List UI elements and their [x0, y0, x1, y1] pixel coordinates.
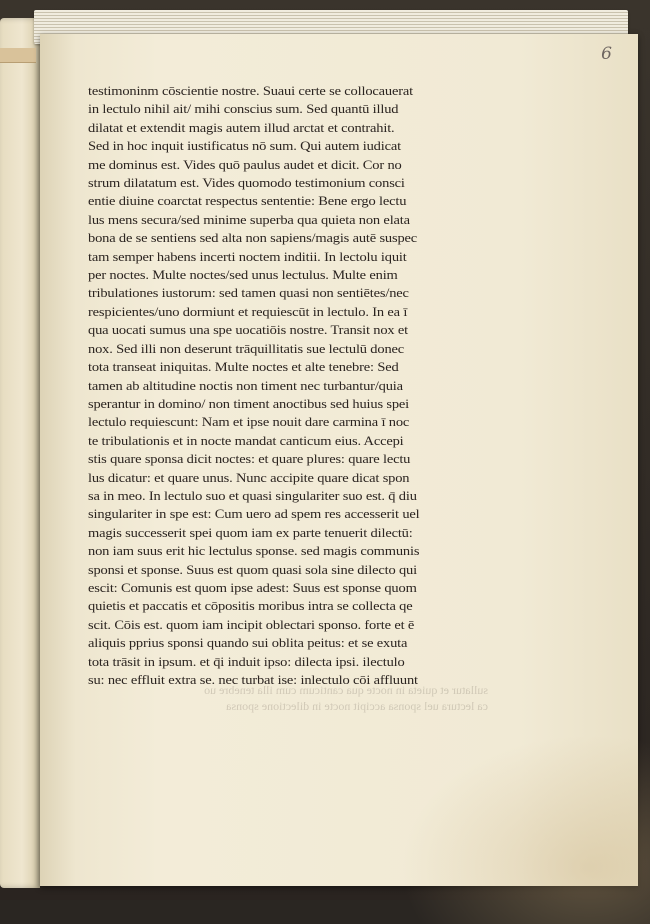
text-line: sperantur in domino/ non timent anoctibus sed huius spei	[88, 396, 409, 411]
text-line: nox. Sed illi non deserunt trāquillitatis sue lectulū donec	[88, 341, 405, 356]
text-line: aliquis pprius sponsi quando sui oblita peitus: et se exuta	[88, 636, 408, 651]
bleed-through-line: sullatur et quieta in nocte qua canticum cum illa tenebre uo	[204, 683, 488, 697]
text-line: quietis et paccatis et cōpositis moribus intra se collecta qe	[88, 599, 413, 614]
text-line: per noctes. Multe noctes/sed unus lectulus. Multe enim	[88, 268, 398, 283]
text-line: escit: Comunis est quom ipse adest: Suus est sponse quom	[88, 580, 417, 595]
bleed-through-text	[88, 682, 488, 714]
text-line: su: nec effluit extra se. nec turbat ise: inlectulo cōi affluunt	[88, 673, 418, 687]
text-line: entie diuine coarctat respectus sententie: Bene ergo lectu	[88, 194, 407, 209]
text-line: stis quare sponsa dicit noctes: et quare plures: quare lectu	[88, 452, 411, 467]
text-line: tota trāsit in ipsum. et q̄i induit ipso: dilecta ipsi. ilectulo	[88, 654, 405, 669]
text-line: in lectulo nihil ait/ mihi conscius sum. Sed quantū illud	[88, 102, 399, 117]
text-line: tota transeat iniquitas. Multe noctes et alte tenebre: Sed	[88, 360, 399, 375]
facing-page-edge	[0, 18, 40, 888]
bleed-through-line: ca lectura uel sponsa accipit nocte in dilectione sponsa	[226, 699, 488, 713]
text-line: non iam suus erit hic lectulus sponse. sed magis communis	[88, 544, 420, 559]
text-line: scit. Cōis est. quom iam incipit oblectari sponso. forte et ē	[88, 617, 415, 632]
text-line: bona de se sentiens sed alta non sapiens/magis autē suspec	[88, 231, 418, 246]
text-line: lectulo requiescunt: Nam et ipse nouit dare carmina ī noc	[88, 415, 410, 430]
text-line: strum dilatatum est. Vides quomodo testimonium consci	[88, 176, 405, 191]
text-column	[88, 82, 478, 689]
text-line: lus dicatur: et quare unus. Nunc accipite quare dicat spon	[88, 470, 410, 485]
text-line: testimoninm cōscientie nostre. Suaui certe se collocauerat	[88, 84, 414, 98]
text-line: qua uocati sumus una spe uocatiōis nostre. Transit nox et	[88, 323, 409, 338]
text-line: singulariter in spe est: Cum uero ad spem res accesserit uel	[88, 507, 420, 522]
text-line: tam semper habens incerti noctem inditii. In lectolu iquit	[88, 249, 407, 264]
binding-tab	[0, 48, 36, 63]
text-line: lus mens secura/sed minime superba qua quieta non elata	[88, 212, 410, 227]
text-line: magis successerit spei quom iam ex parte tenuerit dilectū:	[88, 525, 413, 540]
text-line: respicientes/uno dormiunt et requiescūt in lectulo. In ea ī	[88, 304, 408, 319]
text-line: sponsi et sponse. Suus est quom quasi sola sine dilecto qui	[88, 562, 417, 577]
text-line: Sed in hoc inquit iustificatus nō sum. Qui autem iudicat	[88, 139, 401, 154]
text-line: dilatat et extendit magis autem illud arctat et contrahit.	[88, 120, 395, 135]
page-stain	[400, 734, 650, 924]
text-line: tribulationes iustorum: sed tamen quasi non sentiētes/nec	[88, 286, 409, 301]
text-line: tamen ab altitudine noctis non timent nec turbantur/quia	[88, 378, 403, 393]
text-line: me dominus est. Vides quō paulus audet et dicit. Cor no	[88, 157, 402, 172]
text-line: te tribulationis et in nocte mandat canticum eius. Accepi	[88, 433, 404, 448]
text-line: sa in meo. In lectulo suo et quasi singulariter suo est. q̄ diu	[88, 488, 417, 503]
folio-number: 6	[601, 44, 612, 64]
